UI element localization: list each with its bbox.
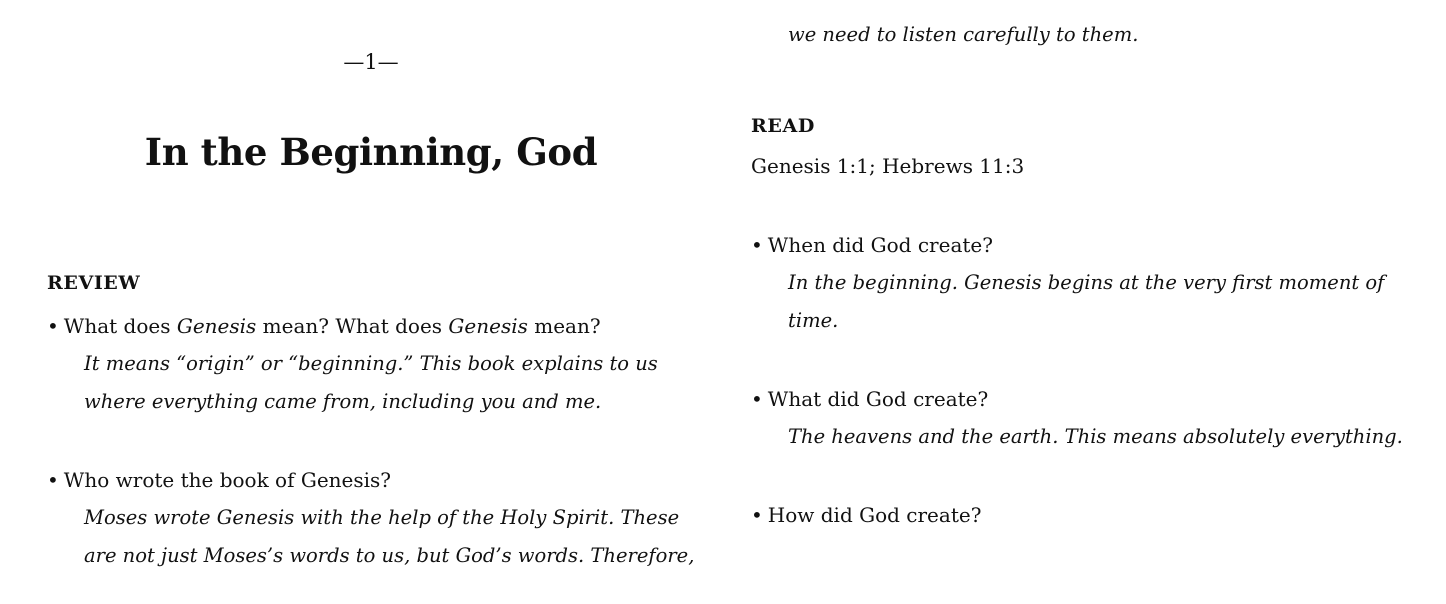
question-text: When did God create? [767, 233, 993, 257]
answer-line: we need to listen carefully to them. [788, 23, 1139, 46]
read-heading: READ [751, 115, 815, 137]
bullet: • [751, 387, 763, 411]
bullet: • [47, 468, 59, 492]
right-page [720, 0, 1446, 604]
review-answer-2 [84, 499, 694, 575]
book-name: Genesis [176, 314, 257, 338]
answer-line: where everything came from, including you and me. [84, 390, 602, 413]
review-question-1 [47, 307, 601, 345]
read-answer-1 [788, 264, 1384, 340]
scripture-reference: Genesis 1:1; Hebrews 11:3 [751, 154, 1025, 178]
chapter-number: —1— [343, 50, 399, 74]
review-heading: REVIEW [47, 272, 141, 294]
question-text: Who wrote the book of Genesis? [63, 468, 392, 492]
answer-line: In the beginning. Genesis begins at the very first moment of [788, 271, 1385, 294]
question-text: How did God create? [767, 503, 982, 527]
question-text: What did God create? [767, 387, 989, 411]
question-text: mean? What does [256, 314, 449, 338]
read-answer-2 [788, 418, 1403, 456]
read-question-1 [751, 226, 993, 264]
answer-line: Moses wrote Genesis with the help of the Holy Spirit. These [84, 506, 680, 529]
question-text: mean? [527, 314, 601, 338]
bullet: • [751, 503, 763, 527]
chapter-title: In the Beginning, God [144, 130, 598, 174]
question-text: What does [63, 314, 177, 338]
review-question-2 [47, 461, 391, 499]
read-question-2 [751, 380, 988, 418]
answer-line: The heavens and the earth. This means absolutely everything. [788, 425, 1403, 448]
answer-line: are not just Moses’s words to us, but God’s words. Therefore, [84, 544, 695, 567]
bullet: • [751, 233, 763, 257]
bullet: • [47, 314, 59, 338]
answer-line: time. [788, 309, 839, 332]
answer-line: It means “origin” or “beginning.” This book explains to us [84, 352, 658, 375]
book-name: Genesis [448, 314, 528, 338]
left-page [0, 0, 720, 604]
review-answer-1 [84, 345, 658, 421]
read-question-3 [751, 496, 981, 534]
continued-answer [788, 16, 1138, 54]
